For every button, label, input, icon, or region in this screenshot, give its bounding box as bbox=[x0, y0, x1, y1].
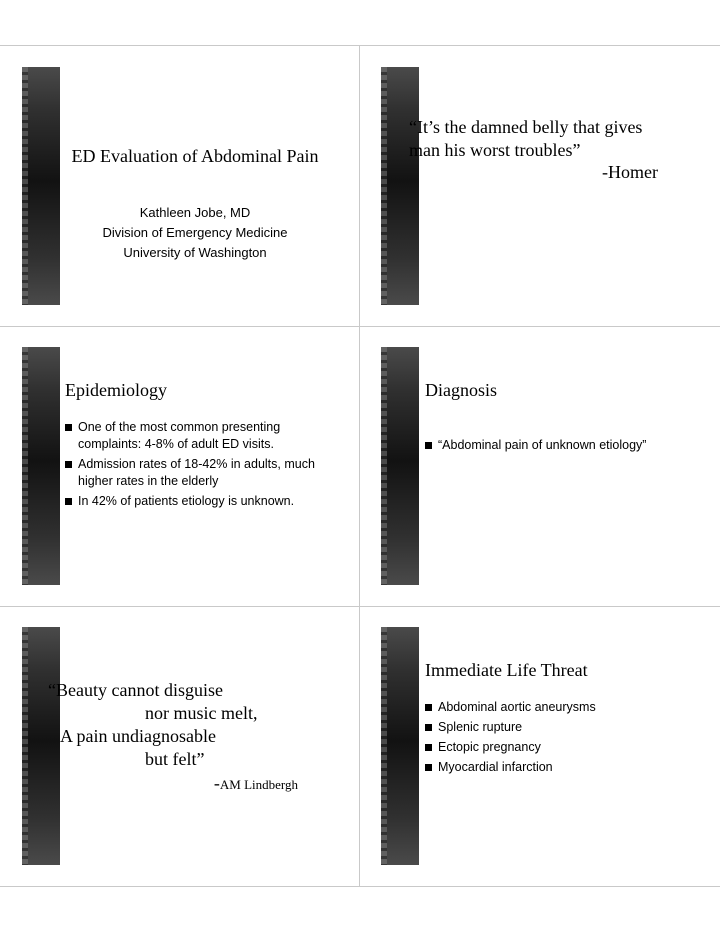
bullet-list bbox=[65, 419, 327, 513]
slide-side-bar bbox=[22, 67, 60, 305]
bullet-square-icon bbox=[425, 442, 432, 449]
slide-quote-homer bbox=[360, 46, 719, 326]
bullet-square-icon bbox=[65, 498, 72, 505]
slide-side-bar bbox=[381, 627, 419, 865]
slide-epidemiology bbox=[0, 327, 359, 607]
bullet-square-icon bbox=[65, 461, 72, 468]
bullet-item: Admission rates of 18-42% in adults, much higher rates in the elderly bbox=[65, 456, 327, 490]
slide-side-bar bbox=[22, 347, 60, 585]
slide-diagnosis bbox=[360, 327, 719, 607]
bullet-square-icon bbox=[65, 424, 72, 431]
division-name: Division of Emergency Medicine bbox=[102, 225, 288, 240]
slide-heading: Epidemiology bbox=[65, 380, 167, 400]
bullet-list bbox=[425, 699, 695, 779]
bullet-item: Myocardial infarction bbox=[425, 759, 695, 776]
slide-heading: Diagnosis bbox=[425, 380, 497, 400]
quote-attribution: -Homer bbox=[602, 162, 658, 182]
handout-grid bbox=[0, 45, 720, 887]
quote-line: man his worst troubles” bbox=[409, 140, 581, 160]
bullet-item: “Abdominal pain of unknown etiology” bbox=[425, 437, 705, 454]
slide-immediate-life-threat bbox=[360, 607, 719, 887]
quote-line: nor music melt, bbox=[145, 703, 258, 723]
bullet-square-icon bbox=[425, 764, 432, 771]
slide-side-bar bbox=[22, 627, 60, 865]
bullet-square-icon bbox=[425, 744, 432, 751]
bullet-list bbox=[425, 437, 705, 457]
slide-title bbox=[0, 46, 359, 326]
slide-side-bar bbox=[381, 347, 419, 585]
bullet-item: Splenic rupture bbox=[425, 719, 695, 736]
bullet-square-icon bbox=[425, 704, 432, 711]
quote-line: A pain undiagnosable bbox=[60, 726, 216, 746]
slide-heading: Immediate Life Threat bbox=[425, 660, 588, 680]
slide-side-bar bbox=[381, 67, 419, 305]
bullet-square-icon bbox=[425, 724, 432, 731]
slide-quote-lindbergh bbox=[0, 607, 359, 887]
author-name: Kathleen Jobe, MD bbox=[139, 205, 251, 220]
quote-line: “It’s the damned belly that gives bbox=[409, 117, 643, 137]
bullet-item: Abdominal aortic aneurysms bbox=[425, 699, 695, 716]
quote-line: “Beauty cannot disguise bbox=[48, 680, 223, 700]
bullet-item: One of the most common presenting complaints: 4-8% of adult ED visits. bbox=[65, 419, 327, 453]
quote-line: but felt” bbox=[145, 749, 205, 769]
quote-attribution: -AM Lindbergh bbox=[213, 773, 298, 793]
slide-title-text: ED Evaluation of Abdominal Pain bbox=[71, 146, 319, 166]
bullet-item: Ectopic pregnancy bbox=[425, 739, 695, 756]
institution-name: University of Washington bbox=[123, 245, 267, 260]
bullet-item: In 42% of patients etiology is unknown. bbox=[65, 493, 327, 510]
